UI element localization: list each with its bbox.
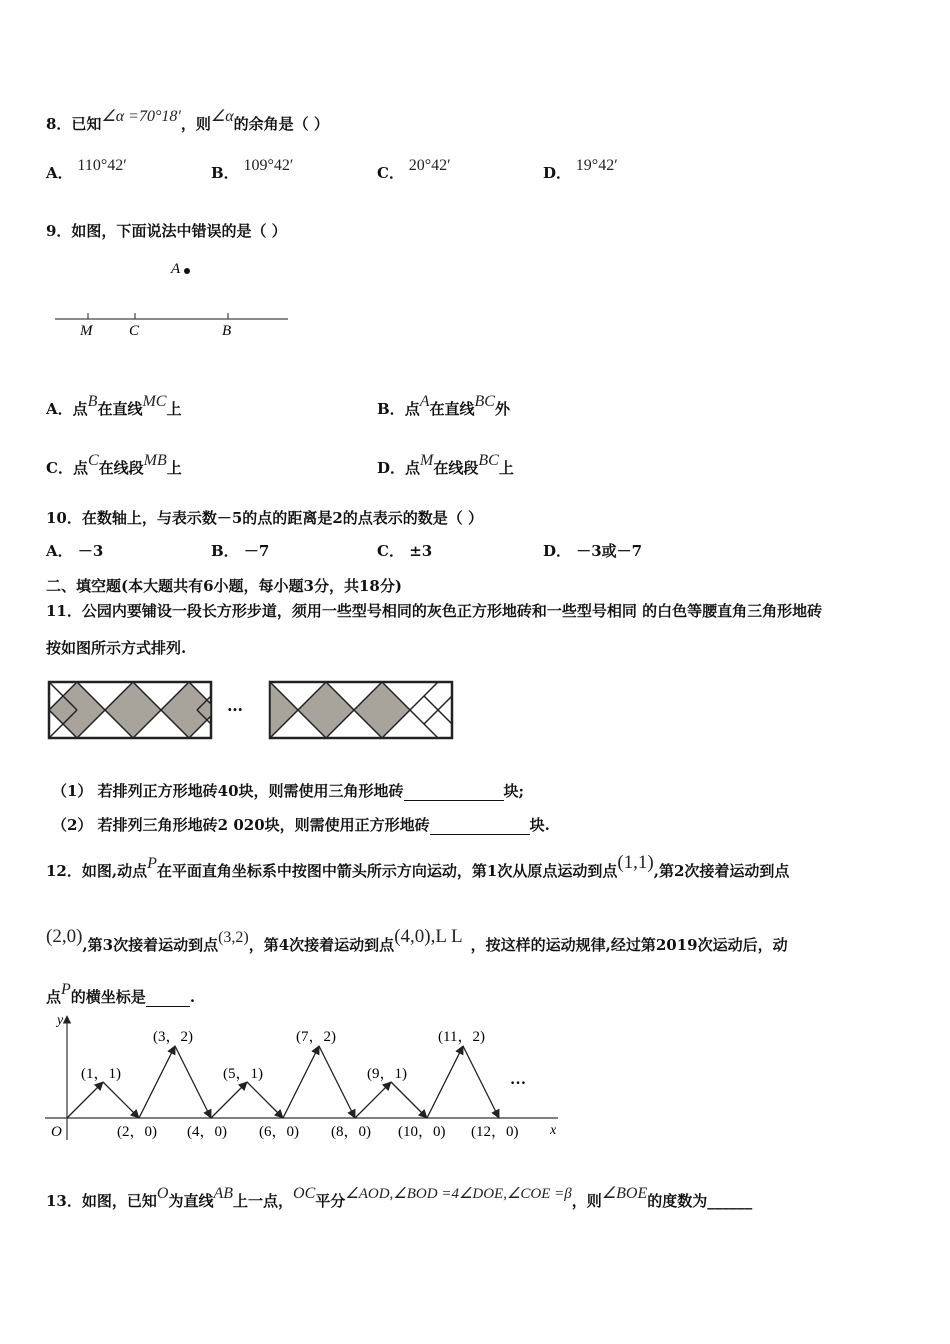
label-10-0: (10，0) bbox=[398, 1124, 446, 1140]
q8-option-d[interactable]: D． 19°42′ bbox=[543, 157, 618, 182]
graph-ellipsis: … bbox=[510, 1071, 526, 1088]
motion-segment bbox=[463, 1046, 499, 1118]
q11-line1: 11．公园内要铺设一段长方形步道，须用一些型号相同的灰色正方形地砖和一些型号相同 的白色等腰直角三角形地砖 bbox=[46, 602, 823, 620]
q9-stem: 9．如图，下面说法中错误的是（ ） bbox=[46, 222, 287, 240]
q13-stem: 13．如图，已知O为直线AB上一点，OC平分∠AOD,∠BOD =4∠DOE,∠COE =β，则∠BOE的度数为______ bbox=[46, 1185, 753, 1210]
point-c-label: C bbox=[129, 323, 140, 339]
point-a-dot bbox=[184, 268, 190, 274]
q12-line3: 点P的横坐标是 . bbox=[46, 981, 196, 1006]
motion-segment bbox=[175, 1046, 211, 1118]
label-3-2: (3，2) bbox=[153, 1029, 193, 1045]
tile-strip-left bbox=[45, 678, 215, 740]
label-5-1: (5，1) bbox=[223, 1066, 263, 1082]
q10-stem: 10．在数轴上，与表示数－5的点的距离是2的点表示的数是（ ） bbox=[46, 509, 483, 527]
label-9-1: (9，1) bbox=[367, 1066, 407, 1082]
q9-figure bbox=[50, 255, 300, 345]
x-axis-label: x bbox=[550, 1123, 557, 1138]
motion-path bbox=[67, 1046, 499, 1118]
motion-segment bbox=[139, 1046, 175, 1118]
answer-blank-1[interactable] bbox=[404, 782, 504, 801]
tile-strip-right bbox=[266, 678, 456, 740]
label-4-0: (4，0) bbox=[187, 1124, 227, 1140]
q10-option-a[interactable]: A． －3 bbox=[46, 542, 104, 560]
answer-blank-2[interactable] bbox=[430, 816, 530, 835]
point-m-label: M bbox=[80, 323, 93, 339]
q12-zigzag-graph bbox=[45, 1012, 565, 1147]
q10-option-c[interactable]: C． ±3 bbox=[377, 542, 433, 560]
q12-line1: 12．如图,动点P在平面直角坐标系中按图中箭头所示方向运动，第1次从原点运动到点(1,1),第2次接着运动到点 bbox=[46, 852, 790, 880]
q9-option-c[interactable]: C．点C在线段MB上 bbox=[46, 452, 182, 477]
motion-segment bbox=[391, 1082, 427, 1118]
label-11-2: (11，2) bbox=[438, 1029, 485, 1045]
tile-strip-ellipsis: … bbox=[227, 696, 243, 715]
section-2-heading: 二、填空题(本大题共有6小题，每小题3分，共18分) bbox=[46, 577, 402, 595]
label-1-1: (1，1) bbox=[81, 1066, 121, 1082]
q9-option-a[interactable]: A．点B在直线MC上 bbox=[46, 393, 182, 418]
q8-option-b[interactable]: B． 109°42′ bbox=[211, 157, 294, 182]
answer-blank-3[interactable] bbox=[146, 988, 190, 1007]
q9-option-b[interactable]: B．点A在直线BC外 bbox=[377, 393, 510, 418]
q8-stem: 8．已知∠α =70°18′，则∠α的余角是（ ） bbox=[46, 108, 329, 133]
q11-part1: （1） 若排列正方形地砖40块，则需使用三角形地砖 块; bbox=[52, 782, 525, 800]
q8-option-a[interactable]: A． 110°42′ bbox=[46, 157, 127, 182]
point-b-label: B bbox=[222, 323, 232, 339]
label-7-2: (7，2) bbox=[296, 1029, 336, 1045]
q11-part2: （2） 若排列三角形地砖2 020块，则需使用正方形地砖 块. bbox=[52, 816, 550, 834]
motion-segment bbox=[283, 1046, 319, 1118]
label-6-0: (6，0) bbox=[259, 1124, 299, 1140]
motion-segment bbox=[247, 1082, 283, 1118]
q9-option-d[interactable]: D．点M在线段BC上 bbox=[377, 452, 514, 477]
motion-segment bbox=[67, 1082, 103, 1118]
motion-segment bbox=[355, 1082, 391, 1118]
point-a-label: A bbox=[171, 261, 181, 277]
y-axis-label: y bbox=[57, 1013, 64, 1028]
q8-option-c[interactable]: C． 20°42′ bbox=[377, 157, 451, 182]
q10-option-b[interactable]: B． －7 bbox=[211, 542, 270, 560]
motion-segment bbox=[103, 1082, 139, 1118]
label-2-0: (2，0) bbox=[117, 1124, 157, 1140]
q10-option-d[interactable]: D． －3或－7 bbox=[543, 542, 643, 560]
label-12-0: (12，0) bbox=[471, 1124, 519, 1140]
origin-label: O bbox=[51, 1124, 62, 1140]
motion-segment bbox=[319, 1046, 355, 1118]
answer-blank-4[interactable]: ______ bbox=[707, 1192, 753, 1210]
q12-line2: (2,0),第3次接着运动到点(3,2)，第4次接着运动到点(4,0),L L ，按这样的运动规律,经过第2019次运动后，动 bbox=[46, 926, 788, 954]
motion-segment bbox=[427, 1046, 463, 1118]
q11-line2: 按如图所示方式排列. bbox=[46, 639, 187, 657]
label-8-0: (8，0) bbox=[331, 1124, 371, 1140]
motion-segment bbox=[211, 1082, 247, 1118]
